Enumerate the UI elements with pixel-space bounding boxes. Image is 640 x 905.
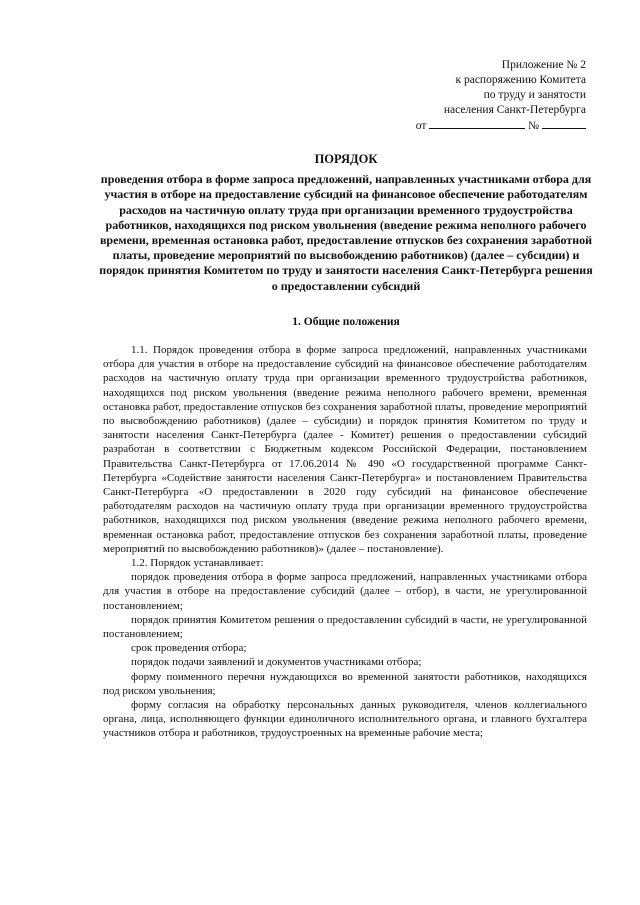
number-blank bbox=[542, 118, 586, 129]
document-title bbox=[96, 152, 596, 294]
list-item: порядок проведения отбора в форме запроса предложений, направленных участниками отбора для участия в отборе на предоставление субсидий (далее – отбор), в части, не урегулированной постановлением; bbox=[103, 571, 587, 612]
list-item: порядок принятия Комитетом решения о предоставлении субсидий в части, не урегулированной постановлением; bbox=[103, 613, 587, 641]
section-title: 1. Общие положения bbox=[292, 316, 400, 328]
paragraph-1-2: 1.2. Порядок устанавливает: bbox=[131, 557, 264, 570]
paragraph-1-1: 1.1. Порядок проведения отбора в форме запроса предложений, направленных участниками отбора для участия в отборе на предоставление субсидий на финансовое обеспечение работодателям расходов на частичную оплату труда при организации временного трудоустройства работников, находящихся под риском увольнения (введение режима неполного рабочего времени, временная остановка работ, предоставление отпусков без сохранения заработной платы, проведение мероприятий по высвобождению работников) (далее – субсидии) и порядок принятия Комитетом по труду и занятости населения Санкт-Петербурга (далее - Комитет) решения о предоставлении субсидий разработан в соответствии с Бюджетным кодексом Российской Федерации, постановлением Правительства Санкт-Петербурга от 17.06.2014 № 490 «О государственной программе Санкт-Петербурга «Содействие занятости населения Санкт-Петербурга» и постановлением Правительства Санкт-Петербурга «О предоставлении в 2020 году субсидий на финансовое обеспечение работодателям расходов на частичную оплату труда при организации временного трудоустройства работников, находящихся под риском увольнения (введение режима неполного рабочего времени, временная остановка работ, предоставление отпусков без сохранения заработной платы, проведение мероприятий по высвобождению работников)» (далее – постановление). bbox=[103, 344, 587, 555]
date-blank bbox=[429, 118, 525, 129]
appendix-line-2: к распоряжению Комитета bbox=[455, 74, 586, 86]
title-heading: ПОРЯДОК bbox=[314, 152, 378, 166]
list-item: форму согласия на обработку персональных данных руководителя, членов коллегиального органа, лица, исполняющего функции единоличного исполнительного органа, и главного бухгалтера участников отбора и работников, трудоустроенных на временные рабочие места; bbox=[103, 699, 587, 740]
document-body bbox=[103, 343, 587, 741]
appendix-line-4: населения Санкт-Петербурга bbox=[443, 104, 586, 116]
date-prefix: от bbox=[415, 120, 427, 132]
list-item: порядок подачи заявлений и документов участниками отбора; bbox=[131, 656, 422, 669]
number-prefix: № bbox=[528, 120, 540, 132]
appendix-line-1: Приложение № 2 bbox=[501, 59, 586, 71]
list-item: срок проведения отбора; bbox=[131, 642, 247, 655]
appendix-date-number-line bbox=[386, 118, 586, 134]
appendix-line-3: по труду и занятости bbox=[483, 89, 586, 101]
title-text: проведения отбора в форме запроса предложений, направленных участниками отбора для участия в отборе на предоставление субсидий на финансовое обеспечение работодателям расходов на частичную оплату труда при организации временного трудоустройства работников, находящихся под риском увольнения (введение режима неполного рабочего времени, временная остановка работ, предоставление отпусков без сохранения заработной платы, проведение мероприятий по высвобождению работников) (далее – субсидии) и порядок принятия Комитетом по труду и занятости населения Санкт-Петербурга решения о предоставлении субсидий bbox=[99, 172, 593, 293]
appendix-block bbox=[386, 58, 586, 134]
list-item: форму поименного перечня нуждающихся во временной занятости работников, находящихся под риском увольнения; bbox=[103, 670, 587, 697]
